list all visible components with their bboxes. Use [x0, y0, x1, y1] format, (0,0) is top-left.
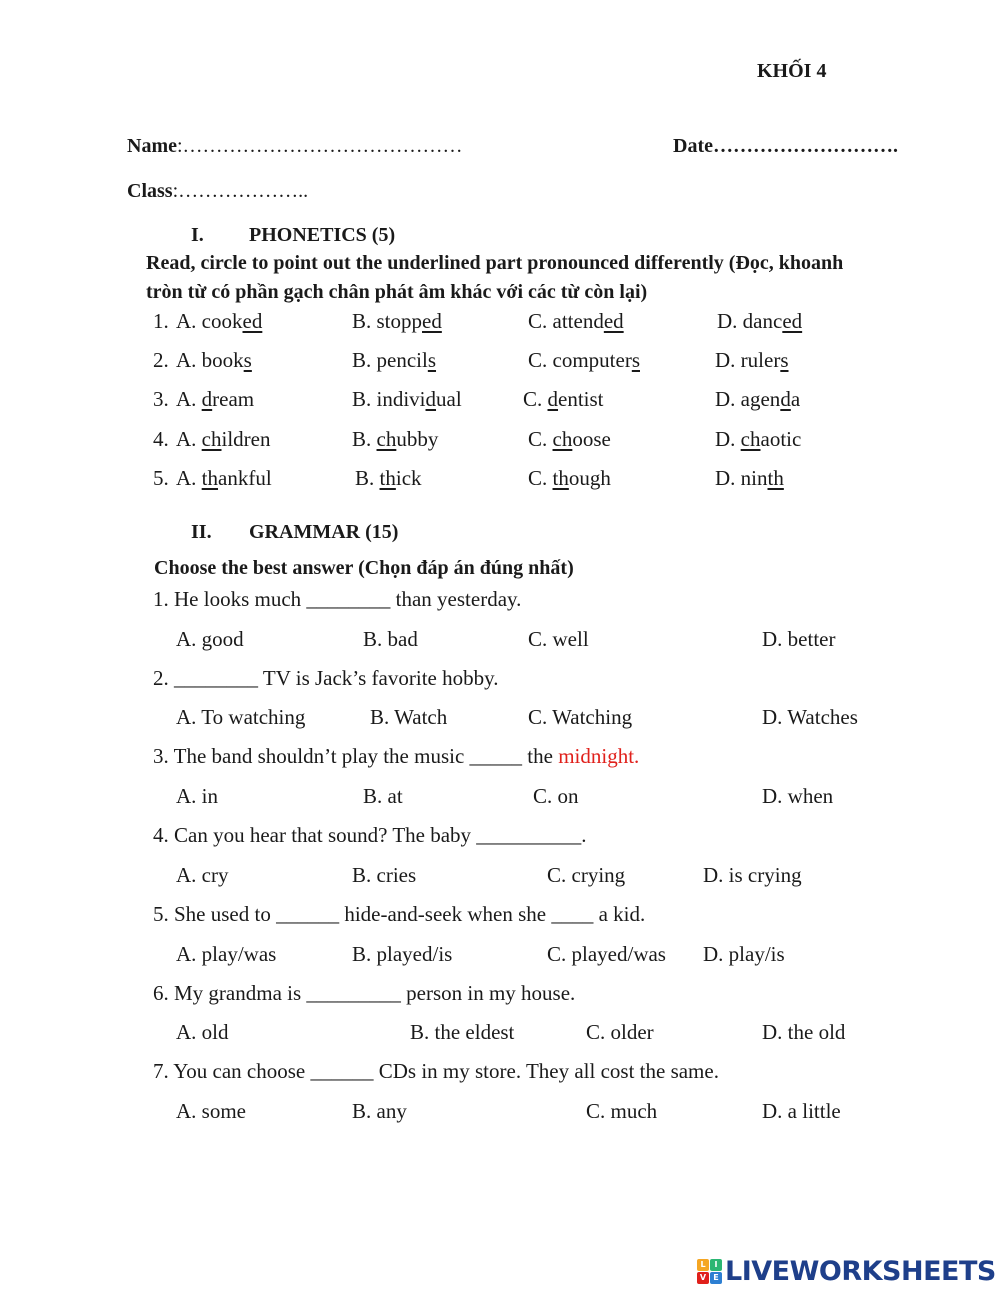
name-dots: :…………………………………… — [176, 135, 463, 157]
underlined-part: ch — [201, 427, 222, 451]
question-number: 3. — [153, 387, 169, 411]
answer-option[interactable]: C. crying — [547, 863, 626, 887]
answer-option[interactable]: A. cry — [176, 863, 229, 887]
option-text: D. nin — [715, 466, 768, 490]
option-text: D. danc — [717, 309, 783, 333]
question-text — [153, 1059, 719, 1084]
option-text: ubby — [396, 427, 439, 451]
question-number: 2. — [153, 348, 169, 372]
option-text: ildren — [221, 427, 271, 451]
answer-option[interactable]: B. bad — [363, 627, 418, 651]
answer-option[interactable]: B. cries — [352, 863, 417, 887]
option-text: entist — [558, 387, 604, 411]
question-number: 1. — [153, 309, 169, 333]
logo-icon-tile: E — [710, 1272, 722, 1284]
option-text: C. — [528, 427, 553, 451]
option-letter: A. — [176, 427, 202, 451]
option-text: ough — [568, 466, 611, 490]
answer-option[interactable]: A. good — [176, 627, 244, 651]
logo-icon-tile: V — [697, 1272, 709, 1284]
name-field[interactable] — [127, 135, 463, 158]
answer-option[interactable] — [715, 427, 801, 452]
answer-option[interactable]: A. in — [176, 784, 218, 808]
answer-option[interactable] — [176, 348, 252, 373]
answer-option[interactable] — [717, 309, 802, 334]
option-text: book — [201, 348, 244, 372]
answer-option[interactable]: C. well — [528, 627, 589, 651]
logo-icon — [697, 1259, 722, 1284]
answer-option[interactable] — [176, 309, 262, 334]
option-text: a — [790, 387, 801, 411]
answer-option[interactable] — [352, 309, 442, 334]
option-text: C. computer — [528, 348, 632, 372]
option-text: C. — [528, 466, 553, 490]
answer-option[interactable] — [715, 466, 784, 491]
answer-option[interactable] — [528, 427, 611, 452]
answer-option[interactable]: D. is crying — [703, 863, 802, 887]
answer-option[interactable]: D. better — [762, 627, 836, 651]
answer-option[interactable] — [352, 427, 438, 452]
answer-option[interactable]: D. a little — [762, 1099, 841, 1123]
answer-option[interactable] — [715, 387, 800, 412]
section-title: GRAMMAR (15) — [249, 521, 399, 543]
option-text: D. ruler — [715, 348, 781, 372]
underlined-part: s — [780, 348, 789, 372]
instruction-line: Read, circle to point out the underlined part pronounced differently (Đọc, khoanh — [146, 252, 844, 274]
instruction-line: tròn từ có phần gạch chân phát âm khác với các từ còn lại) — [146, 281, 648, 303]
option-text: C. attend — [528, 309, 604, 333]
logo-icon-tile: I — [710, 1259, 722, 1271]
underlined-part: ed — [242, 309, 263, 333]
liveworksheets-logo — [697, 1254, 996, 1288]
answer-option[interactable]: D. Watches — [762, 705, 858, 729]
answer-option[interactable]: A. To watching — [176, 705, 306, 729]
option-letter: A. — [176, 348, 202, 372]
answer-option[interactable] — [528, 309, 624, 334]
underlined-part: d — [425, 387, 437, 411]
underlined-part: ch — [376, 427, 397, 451]
answer-option[interactable] — [528, 466, 611, 491]
option-text: oose — [572, 427, 611, 451]
answer-option[interactable] — [352, 387, 462, 412]
underlined-part: s — [243, 348, 252, 372]
question-stem: 5. She used to ______ hide-and-seek when she ____ a kid. — [153, 902, 646, 926]
underlined-part: s — [427, 348, 437, 372]
answer-option[interactable]: D. when — [762, 784, 834, 808]
highlighted-word: midnight. — [558, 744, 640, 768]
section-number: I. — [191, 224, 204, 246]
question-stem: 6. My grandma is _________ person in my house. — [153, 981, 576, 1005]
underlined-part: d — [780, 387, 791, 411]
answer-option[interactable]: A. play/was — [176, 942, 277, 966]
option-text: B. stopp — [352, 309, 423, 333]
name-label: Name — [127, 135, 177, 157]
answer-option[interactable] — [176, 466, 272, 491]
underlined-part: ed — [603, 309, 624, 333]
underlined-part: th — [379, 466, 396, 490]
option-text: aotic — [760, 427, 802, 451]
class-label: Class — [127, 180, 173, 202]
question-stem: 7. You can choose ______ CDs in my store. They all cost the same. — [153, 1059, 719, 1083]
option-letter: A. — [176, 466, 202, 490]
option-text: cook — [201, 309, 243, 333]
answer-option[interactable]: D. the old — [762, 1020, 846, 1044]
option-text: D. agen — [715, 387, 781, 411]
underlined-part: th — [552, 466, 569, 490]
logo-icon-tile: L — [697, 1259, 709, 1271]
option-text: B. indivi — [352, 387, 426, 411]
answer-option[interactable]: B. the eldest — [410, 1020, 515, 1044]
option-text: ankful — [218, 466, 272, 490]
answer-option[interactable]: D. play/is — [703, 942, 785, 966]
answer-option[interactable] — [176, 427, 270, 452]
option-text: B. pencil — [352, 348, 428, 372]
question-stem: 4. Can you hear that sound? The baby __________. — [153, 823, 587, 847]
underlined-part: s — [631, 348, 640, 372]
option-text: C. — [523, 387, 548, 411]
answer-option[interactable]: B. any — [352, 1099, 407, 1123]
question-number: 4. — [153, 427, 169, 451]
answer-option[interactable] — [352, 348, 436, 373]
option-letter: A. — [176, 387, 202, 411]
underlined-part: d — [547, 387, 559, 411]
grade-label: KHỐI 4 — [757, 60, 827, 82]
question-text — [153, 587, 521, 612]
answer-option[interactable] — [355, 466, 422, 491]
option-text: ual — [436, 387, 462, 411]
underlined-part: ed — [782, 309, 803, 333]
section-number: II. — [191, 521, 212, 543]
underlined-part: ed — [422, 309, 442, 333]
section-title: PHONETICS (5) — [249, 224, 396, 246]
logo-text: LIVEWORKSHEETS — [725, 1255, 996, 1287]
option-text: ick — [395, 466, 422, 490]
question-text — [153, 823, 587, 848]
question-number: 5. — [153, 466, 169, 490]
question-text — [153, 981, 575, 1006]
question-text — [153, 744, 639, 769]
question-stem: 1. He looks much ________ than yesterday. — [153, 587, 522, 611]
option-text: D. — [715, 427, 741, 451]
answer-option[interactable]: C. much — [586, 1099, 658, 1123]
instruction-line: Choose the best answer (Chọn đáp án đúng nhất) — [154, 557, 574, 579]
underlined-part: ch — [740, 427, 761, 451]
answer-option[interactable]: B. Watch — [370, 705, 448, 729]
answer-option[interactable] — [715, 348, 789, 373]
answer-option[interactable] — [523, 387, 604, 412]
option-text: ream — [212, 387, 255, 411]
option-text: B. — [355, 466, 380, 490]
answer-option[interactable]: C. played/was — [547, 942, 666, 966]
underlined-part: ch — [552, 427, 573, 451]
class-field[interactable] — [127, 180, 308, 203]
underlined-part: th — [767, 466, 784, 490]
question-text — [153, 666, 499, 691]
date-field[interactable]: Date………………………. — [673, 135, 898, 157]
question-text — [153, 902, 645, 927]
question-stem: 3. The band shouldn’t play the music _____ the — [153, 744, 559, 768]
answer-option[interactable] — [528, 348, 640, 373]
class-dots: :……………….. — [172, 180, 309, 202]
option-letter: A. — [176, 309, 202, 333]
underlined-part: th — [201, 466, 219, 490]
answer-option[interactable]: C. older — [586, 1020, 654, 1044]
answer-option[interactable]: A. some — [176, 1099, 246, 1123]
answer-option[interactable]: B. at — [363, 784, 403, 808]
answer-option[interactable]: C. Watching — [528, 705, 633, 729]
option-text: B. — [352, 427, 377, 451]
answer-option[interactable]: C. on — [533, 784, 579, 808]
answer-option[interactable] — [176, 387, 254, 412]
answer-option[interactable]: B. played/is — [352, 942, 453, 966]
underlined-part: d — [201, 387, 213, 411]
answer-option[interactable]: A. old — [176, 1020, 229, 1044]
question-stem: 2. ________ TV is Jack’s favorite hobby. — [153, 666, 499, 690]
